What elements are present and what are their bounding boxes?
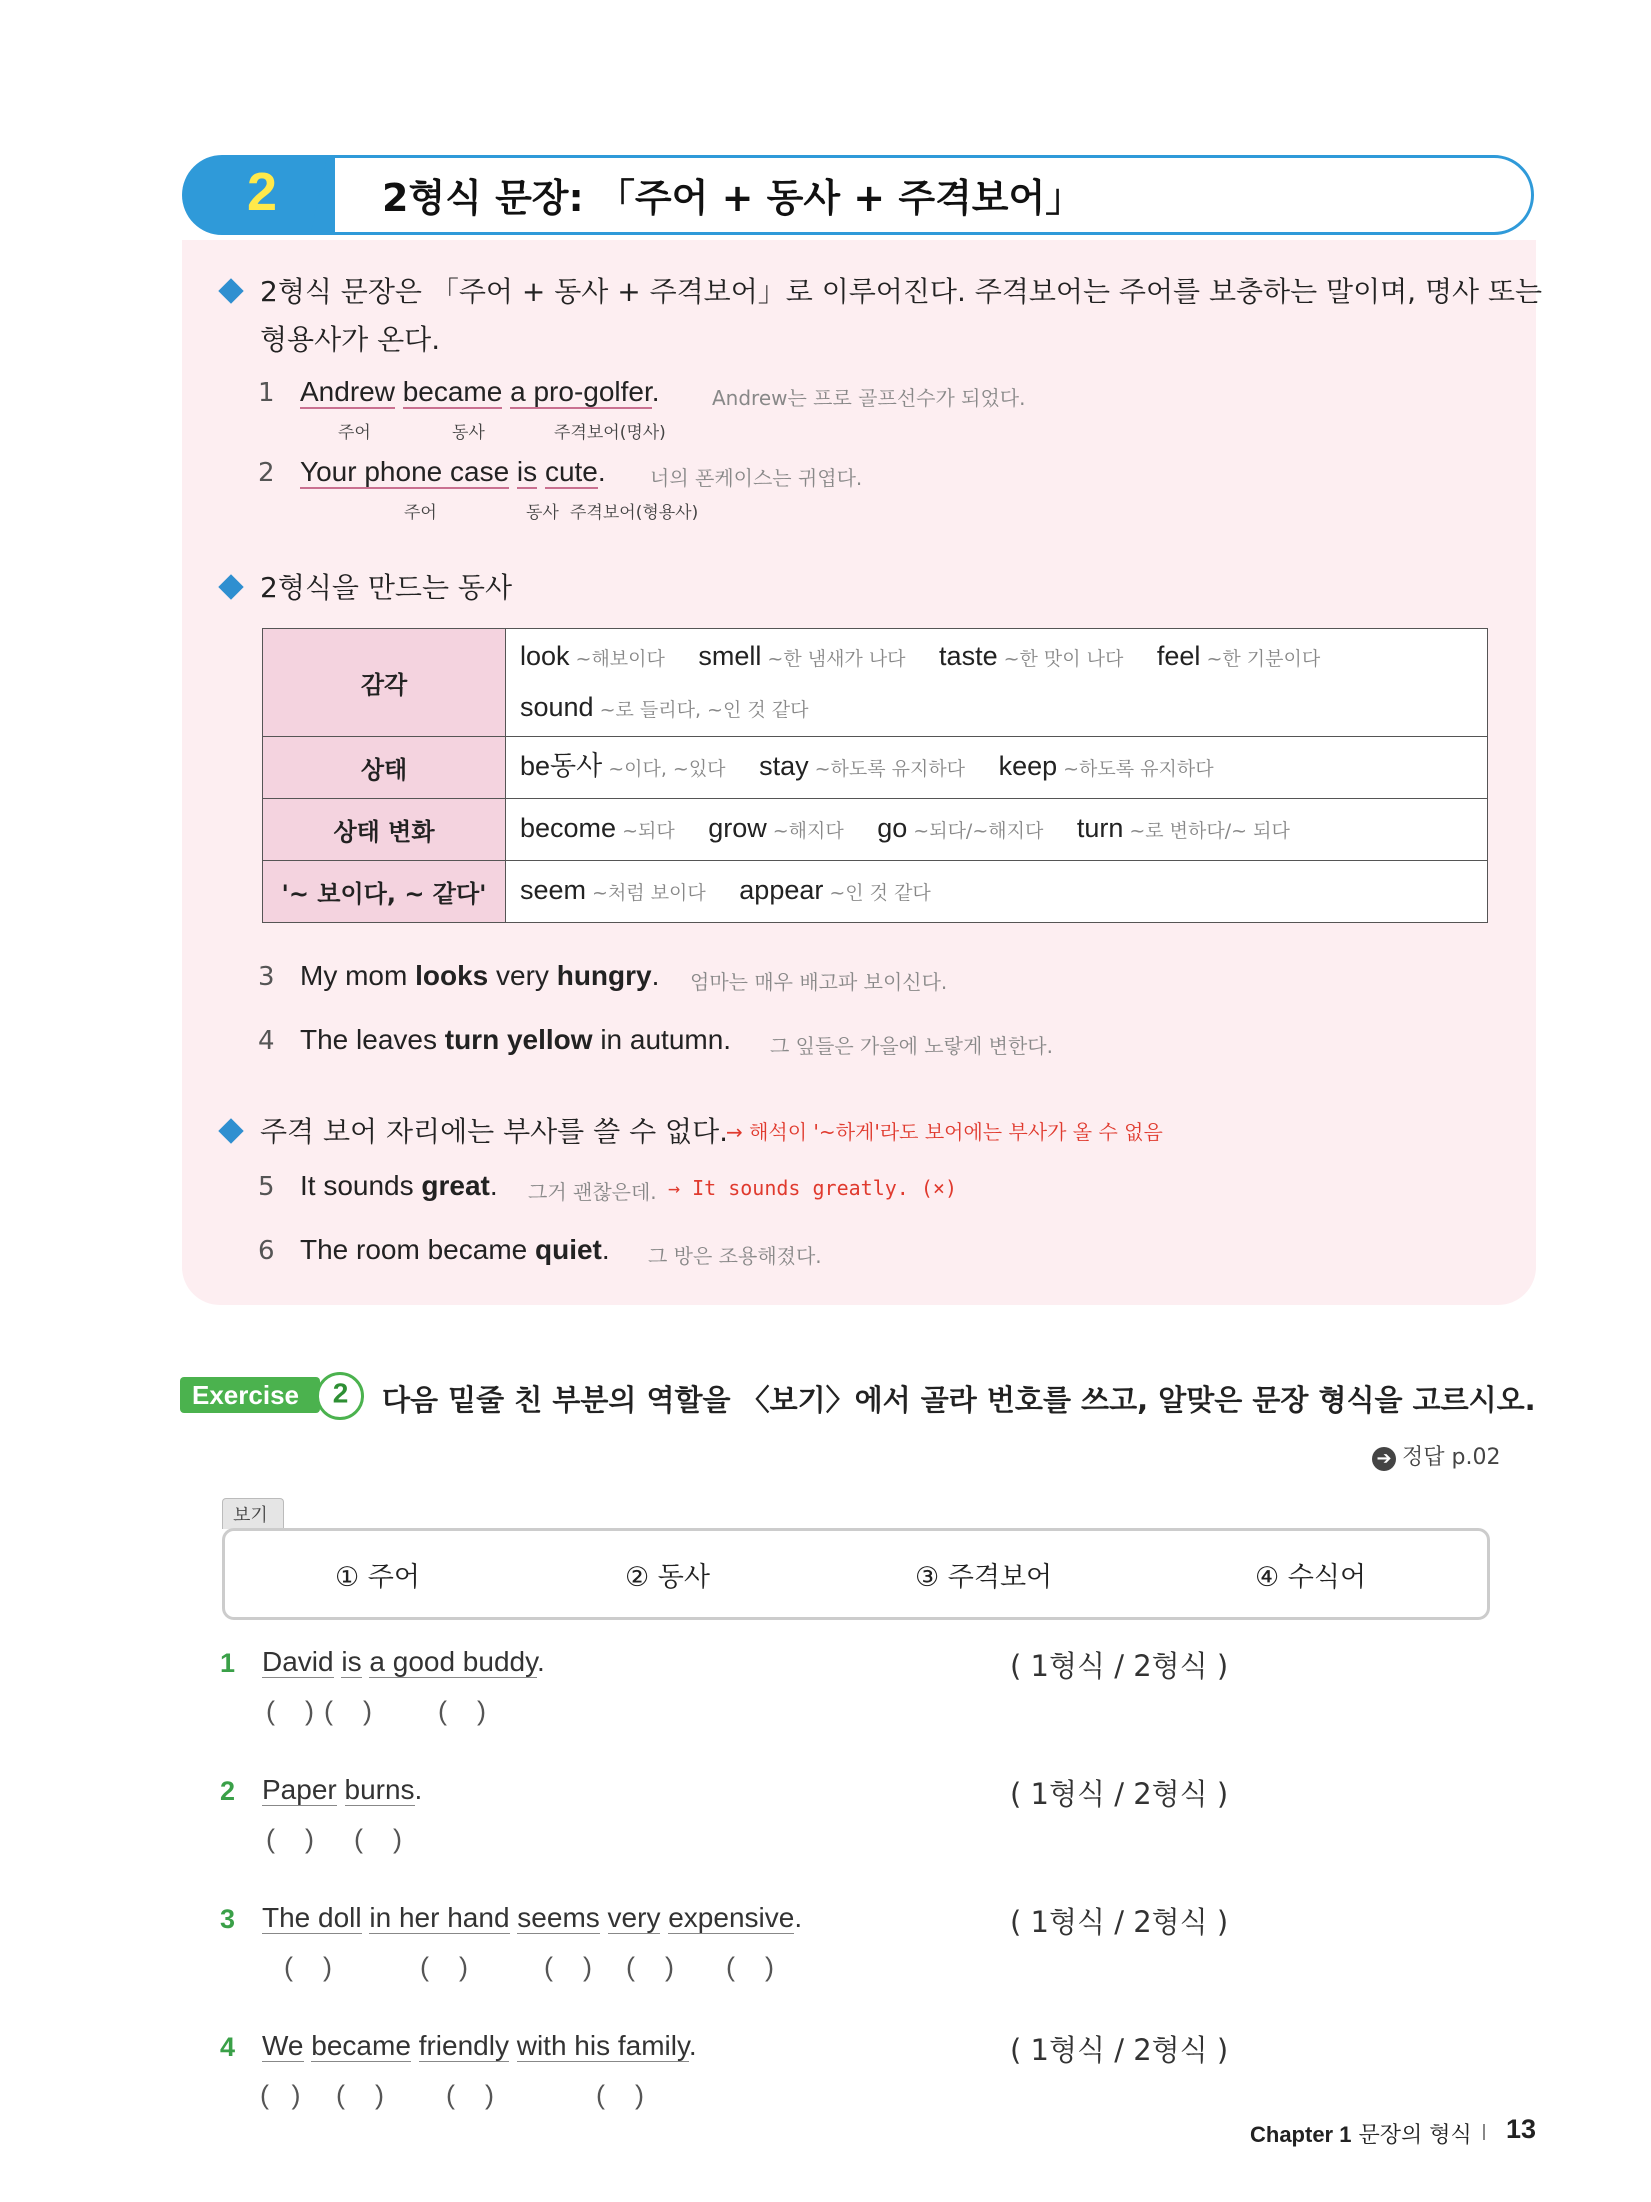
example-translation: 그거 괜찮은데. bbox=[528, 1180, 657, 1204]
section-number-badge bbox=[182, 155, 347, 235]
arrow-right-icon: ➔ bbox=[1372, 1447, 1396, 1471]
bullet-2: 2형식을 만드는 동사 bbox=[260, 571, 513, 604]
example-translation: 그 잎들은 가을에 노랗게 변한다. bbox=[770, 1034, 1053, 1058]
verb: go bbox=[877, 813, 908, 843]
verb: keep bbox=[998, 751, 1058, 781]
verb-meaning: ~되다 bbox=[622, 820, 675, 842]
chapter-label: Chapter 1 bbox=[1250, 2122, 1352, 2147]
option-complement: ③ 주격보어 bbox=[915, 1562, 1053, 1593]
underlined-part: friendly bbox=[418, 2030, 509, 2061]
label-verb: 동사 bbox=[526, 503, 559, 523]
exercise-instruction: 다음 밑줄 친 부분의 역할을 〈보기〉에서 골라 번호를 쓰고, 알맞은 문장 형식을 고르시오. bbox=[382, 1383, 1536, 1417]
example-translation: 엄마는 매우 배고파 보이신다. bbox=[690, 970, 948, 994]
label-subject: 주어 bbox=[338, 423, 371, 443]
table-category: 감각 bbox=[263, 629, 506, 737]
answer-blank[interactable]: ( ) bbox=[266, 1824, 314, 1854]
page-number: 13 bbox=[1506, 2114, 1537, 2144]
form-choice[interactable]: ( 1형식 / 2형식 ) bbox=[1010, 1649, 1229, 1683]
example-subject: Andrew bbox=[300, 376, 395, 407]
form-choice[interactable]: ( 1형식 / 2형식 ) bbox=[1010, 1905, 1229, 1939]
option-verb: ② 동사 bbox=[625, 1562, 710, 1593]
example-sentence: It sounds great. bbox=[300, 1170, 498, 1201]
answer-blank[interactable]: ( ) bbox=[324, 1696, 372, 1726]
example-verb: is bbox=[516, 456, 538, 487]
verb: sound bbox=[520, 691, 594, 722]
underlined-part: is bbox=[341, 1646, 362, 1677]
answer-blank[interactable]: ( ) bbox=[260, 2080, 301, 2110]
bogi-box bbox=[222, 1528, 1490, 1620]
verb: become bbox=[520, 813, 617, 843]
underlined-part: with his family bbox=[516, 2030, 689, 2061]
answer-blank[interactable]: ( ) bbox=[544, 1952, 592, 1982]
example-sentence: My mom looks very hungry. bbox=[300, 960, 660, 991]
wrong-example: → It sounds greatly. (×) bbox=[668, 1176, 957, 1200]
table-row bbox=[263, 861, 1488, 923]
bullet-3-note: → 해석이 '~하게'라도 보어에는 부사가 올 수 없음 bbox=[726, 1120, 1163, 1144]
verb-meaning: ~이다, ~있다 bbox=[608, 758, 726, 780]
table-row bbox=[263, 799, 1488, 861]
question-sentence: We became friendly with his family. bbox=[262, 2030, 697, 2061]
label-verb: 동사 bbox=[452, 423, 485, 443]
bullet-1-line-2: 형용사가 온다. bbox=[260, 323, 441, 356]
example-translation: Andrew는 프로 골프선수가 되었다. bbox=[712, 386, 1026, 410]
underlined-part: burns bbox=[344, 1774, 415, 1805]
table-row bbox=[263, 629, 1488, 737]
form-choice[interactable]: ( 1형식 / 2형식 ) bbox=[1010, 1777, 1229, 1811]
example-sentence: The leaves turn yellow in autumn. bbox=[300, 1024, 732, 1055]
answer-reference: ➔ 정답 p.02 bbox=[1372, 1440, 1500, 1471]
verb-line bbox=[520, 632, 1486, 683]
example-translation: 너의 폰케이스는 귀엽다. bbox=[650, 466, 863, 490]
example-sentence: Andrew became a pro-golfer. bbox=[300, 376, 660, 407]
example-complement: a pro-golfer bbox=[510, 376, 652, 407]
verb-meaning: ~해지다 bbox=[772, 820, 844, 842]
option-subject: ① 주어 bbox=[335, 1562, 420, 1593]
example-sentence: The room became quiet. bbox=[300, 1234, 610, 1265]
bullet-3: 주격 보어 자리에는 부사를 쓸 수 없다. bbox=[260, 1115, 729, 1148]
table-category: 상태 변화 bbox=[263, 799, 506, 861]
example-sentence: Your phone case is cute. bbox=[300, 456, 606, 487]
verb-meaning: ~처럼 보이다 bbox=[592, 882, 706, 904]
verb-line bbox=[520, 683, 1486, 734]
label-complement: 주격보어(명사) bbox=[554, 423, 666, 443]
underlined-part: became bbox=[311, 2030, 411, 2061]
example-subject: Your phone case bbox=[300, 456, 510, 487]
example-translation: 그 방은 조용해졌다. bbox=[648, 1244, 822, 1268]
verb-meaning: ~해보이다 bbox=[575, 647, 665, 670]
table-cell bbox=[506, 861, 1488, 923]
verb: seem bbox=[520, 875, 587, 905]
verb-meaning: ~로 들리다, ~인 것 같다 bbox=[599, 698, 809, 721]
example-number: 5 bbox=[258, 1172, 275, 1202]
question-number: 1 bbox=[220, 1648, 236, 1678]
option-modifier: ④ 수식어 bbox=[1255, 1562, 1367, 1593]
page-footer bbox=[1250, 2118, 1472, 2149]
question-number: 3 bbox=[220, 1904, 236, 1934]
example-number: 4 bbox=[258, 1026, 275, 1056]
verb: stay bbox=[759, 751, 809, 781]
verb: taste bbox=[939, 640, 998, 671]
label-subject: 주어 bbox=[404, 503, 437, 523]
verb-meaning: ~한 냄새가 나다 bbox=[767, 647, 906, 670]
verb-meaning: ~한 맛이 나다 bbox=[1003, 647, 1124, 670]
example-number: 1 bbox=[258, 378, 275, 408]
answer-blank[interactable]: ( ) bbox=[626, 1952, 674, 1982]
table-category: 상태 bbox=[263, 737, 506, 799]
underlined-part: Paper bbox=[262, 1774, 337, 1805]
table-row bbox=[263, 737, 1488, 799]
linking-verb-table bbox=[262, 628, 1488, 923]
underlined-part: expensive bbox=[668, 1902, 795, 1933]
exercise-number-badge: 2 bbox=[306, 1362, 374, 1430]
verb: smell bbox=[698, 640, 762, 671]
underlined-part: The doll bbox=[262, 1902, 362, 1933]
section-header bbox=[182, 155, 1536, 235]
verb-meaning: ~인 것 같다 bbox=[829, 882, 931, 904]
example-number: 3 bbox=[258, 962, 275, 992]
underlined-part: a good buddy bbox=[369, 1646, 538, 1677]
answer-blank[interactable]: ( ) bbox=[438, 1696, 486, 1726]
answer-blank[interactable]: ( ) bbox=[420, 1952, 468, 1982]
answer-blank[interactable]: ( ) bbox=[596, 2080, 644, 2110]
question-number: 2 bbox=[220, 1776, 236, 1806]
table-category: '~ 보이다, ~ 같다' bbox=[263, 861, 506, 923]
answer-blank[interactable]: ( ) bbox=[446, 2080, 494, 2110]
bogi-tab: 보기 bbox=[222, 1498, 284, 1529]
table-cell bbox=[506, 799, 1488, 861]
example-number: 2 bbox=[258, 458, 275, 488]
verb: turn bbox=[1076, 813, 1124, 843]
verb: be동사 bbox=[520, 751, 603, 781]
question-number: 4 bbox=[220, 2032, 236, 2062]
table-cell bbox=[506, 629, 1488, 737]
example-number: 6 bbox=[258, 1236, 275, 1266]
verb-meaning: ~되다/~해지다 bbox=[913, 820, 1044, 842]
answer-blank[interactable]: ( ) bbox=[266, 1696, 314, 1726]
section-title: 2형식 문장: 「주어 + 동사 + 주격보어」 bbox=[382, 176, 1084, 220]
verb-meaning: ~한 기분이다 bbox=[1206, 647, 1321, 670]
verb: grow bbox=[708, 813, 767, 843]
verb: appear bbox=[739, 875, 824, 905]
question-sentence: David is a good buddy. bbox=[262, 1646, 545, 1677]
answer-blank[interactable]: ( ) bbox=[284, 1952, 332, 1982]
underlined-part: We bbox=[262, 2030, 304, 2061]
answer-blank[interactable]: ( ) bbox=[726, 1952, 774, 1982]
verb-meaning: ~하도록 유지하다 bbox=[814, 758, 966, 780]
answer-blank[interactable]: ( ) bbox=[336, 2080, 384, 2110]
example-verb: became bbox=[402, 376, 503, 407]
answer-blank[interactable]: ( ) bbox=[354, 1824, 402, 1854]
underlined-part: in her hand bbox=[369, 1902, 510, 1933]
chapter-title: 문장의 형식 bbox=[1358, 2123, 1472, 2148]
underlined-part: seems bbox=[517, 1902, 600, 1933]
form-choice[interactable]: ( 1형식 / 2형식 ) bbox=[1010, 2033, 1229, 2067]
exercise-tag: Exercise bbox=[180, 1377, 320, 1413]
example-complement: cute bbox=[544, 456, 598, 487]
section-number: 2 bbox=[247, 162, 278, 222]
verb: look bbox=[520, 640, 570, 671]
verb: feel bbox=[1156, 640, 1201, 671]
label-complement: 주격보어(형용사) bbox=[570, 503, 699, 523]
underlined-part: very bbox=[607, 1902, 661, 1933]
question-sentence: Paper burns. bbox=[262, 1774, 423, 1805]
table-cell bbox=[506, 737, 1488, 799]
footer-divider bbox=[1483, 2124, 1485, 2140]
bullet-1-line-1: 2형식 문장은 「주어 + 동사 + 주격보어」로 이루어진다. 주격보어는 주어를 보충하는 말이며, 명사 또는 bbox=[260, 275, 1543, 308]
question-sentence: The doll in her hand seems very expensive. bbox=[262, 1902, 803, 1933]
verb-meaning: ~하도록 유지하다 bbox=[1063, 758, 1214, 780]
underlined-part: David bbox=[262, 1646, 334, 1677]
verb-meaning: ~로 변하다/~ 되다 bbox=[1129, 820, 1290, 842]
